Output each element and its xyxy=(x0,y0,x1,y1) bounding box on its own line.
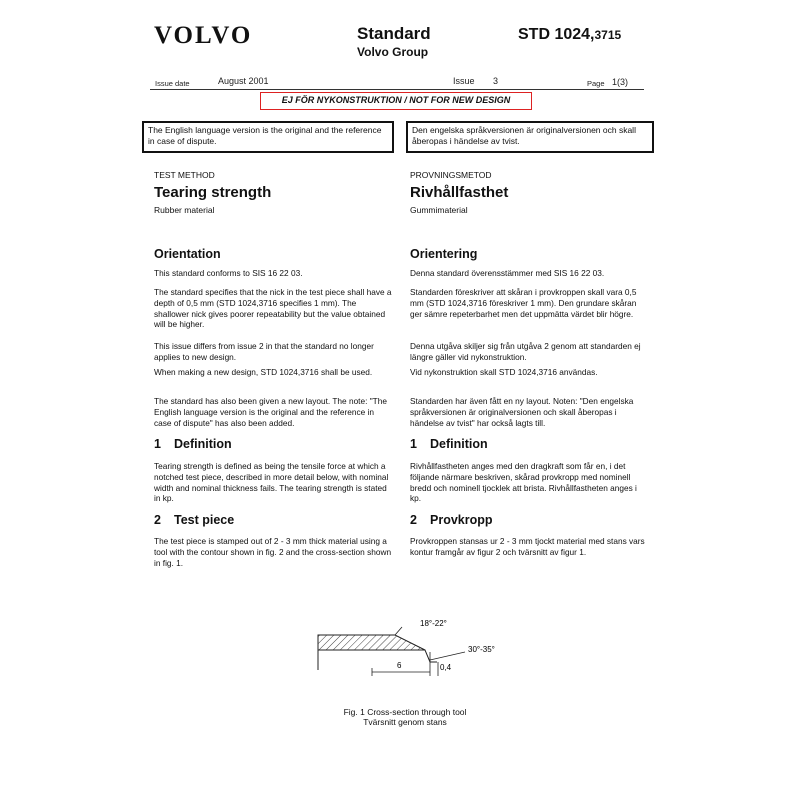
standard-number-suffix: 3715 xyxy=(594,28,622,42)
issue-date-label: Issue date xyxy=(155,79,190,88)
section1-text-sv: Rivhållfastheten anges med den dragkraft som får en, i det följande närmare beskriven, skårad provkropp med nominell bredd och nominell tjocklek att brista. Rivhållfastheten anges i kp. xyxy=(410,461,637,504)
orientation-heading-sv: Orientering xyxy=(410,247,478,261)
volvo-logo: VOLVO xyxy=(154,22,253,49)
issue-label: Issue xyxy=(453,76,475,86)
tool-cross-section-figure xyxy=(300,612,510,702)
figure-caption-sv: Tvärsnitt genom stans xyxy=(363,717,447,727)
angle-label-right: 30°-35° xyxy=(468,645,495,654)
orientation-heading-en: Orientation xyxy=(154,247,221,261)
standard-number-main: STD 1024, xyxy=(518,26,595,43)
section1-number-en: 1 xyxy=(154,437,161,451)
orientation-p2-sv: Standarden föreskriver att skåran i provkroppen skall vara 0,5 mm (STD 1024,3716 föreskriver 1 mm). Den grundare skåran ger sämre repeterbarhet men det uppmätta värdet blir högre. xyxy=(410,287,637,319)
tool-profile xyxy=(318,635,437,670)
section1-heading-sv: Definition xyxy=(430,437,488,451)
page-value: 1(3) xyxy=(612,77,629,87)
title-en: Tearing strength xyxy=(154,184,272,201)
dimension-depth-label: 0,4 xyxy=(440,663,452,672)
subtitle-en: Rubber material xyxy=(154,205,215,215)
not-for-new-design-warning: EJ FÖR NYKONSTRUKTION / NOT FOR NEW DESIGN xyxy=(260,92,532,110)
section1-heading-en: Definition xyxy=(174,437,232,451)
dimension-length-label: 6 xyxy=(397,661,402,670)
orientation-p3-en: This issue differs from issue 2 in that the standard no longer applies to new design. xyxy=(154,341,374,362)
angle-label-top: 18°-22° xyxy=(420,619,447,628)
orientation-p4-sv: Vid nykonstruktion skall STD 1024,3716 användas. xyxy=(410,367,598,377)
organization: Volvo Group xyxy=(357,45,429,59)
orientation-p5-en: The standard has also been given a new layout. The note: "The English language version is the original and the reference in case of dispute" has also been added. xyxy=(154,396,387,428)
section2-number-sv: 2 xyxy=(410,513,417,527)
orientation-p1-sv: Denna standard överensstämmer med SIS 16 22 03. xyxy=(410,268,605,278)
section1-text-en: Tearing strength is defined as being the tensile force at which a notched test piece, described in more detail below, with nominal width and nominal thickness fails. The tearing strength is stated in kp. xyxy=(154,461,389,504)
document-type: Standard xyxy=(357,24,431,43)
orientation-p2-en: The standard specifies that the nick in the test piece shall have a depth of 0,5 mm (STD 1024,3716 specifies 1 mm). The shallower nick gives poorer repeatability but the value obtained will be higher. xyxy=(154,287,392,330)
language-note-swedish: Den engelska språkversionen är originalversionen och skall åberopas i händelse av tvist. xyxy=(406,121,654,153)
category-sv: PROVNINGSMETOD xyxy=(410,170,492,180)
standard-number xyxy=(518,26,621,44)
section1-number-sv: 1 xyxy=(410,437,417,451)
section2-heading-en: Test piece xyxy=(174,513,235,527)
page-label: Page xyxy=(587,79,605,88)
issue-value: 3 xyxy=(493,76,499,86)
figure-caption-en: Fig. 1 Cross-section through tool xyxy=(343,707,467,717)
orientation-p3-sv: Denna utgåva skiljer sig från utgåva 2 genom att standarden ej längre gäller vid nykonstruktion. xyxy=(410,341,641,362)
orientation-p4-en: When making a new design, STD 1024,3716 shall be used. xyxy=(154,367,373,377)
orientation-p5-sv: Standarden har även fått en ny layout. Noten: "Den engelska språkversionen är originalversionen och skall åberopas i händelse av tvist" har också lagts till. xyxy=(410,396,634,428)
language-note-english: The English language version is the original and the reference in case of dispute. xyxy=(142,121,394,153)
header-divider xyxy=(150,89,644,90)
subtitle-sv: Gummimaterial xyxy=(410,205,468,215)
orientation-p1-en: This standard conforms to SIS 16 22 03. xyxy=(154,268,303,278)
section2-text-sv: Provkroppen stansas ur 2 - 3 mm tjockt material med stans vars kontur framgår av figur 2 och tvärsnitt av figur 1. xyxy=(410,536,645,557)
section2-number-en: 2 xyxy=(154,513,161,527)
section2-text-en: The test piece is stamped out of 2 - 3 mm thick material using a tool with the contour shown in fig. 2 and the cross-section shown in fig. 1. xyxy=(154,536,392,568)
issue-date-value: August 2001 xyxy=(218,76,269,86)
category-en: TEST METHOD xyxy=(154,170,215,180)
title-sv: Rivhållfasthet xyxy=(410,184,509,201)
section2-heading-sv: Provkropp xyxy=(430,513,493,527)
